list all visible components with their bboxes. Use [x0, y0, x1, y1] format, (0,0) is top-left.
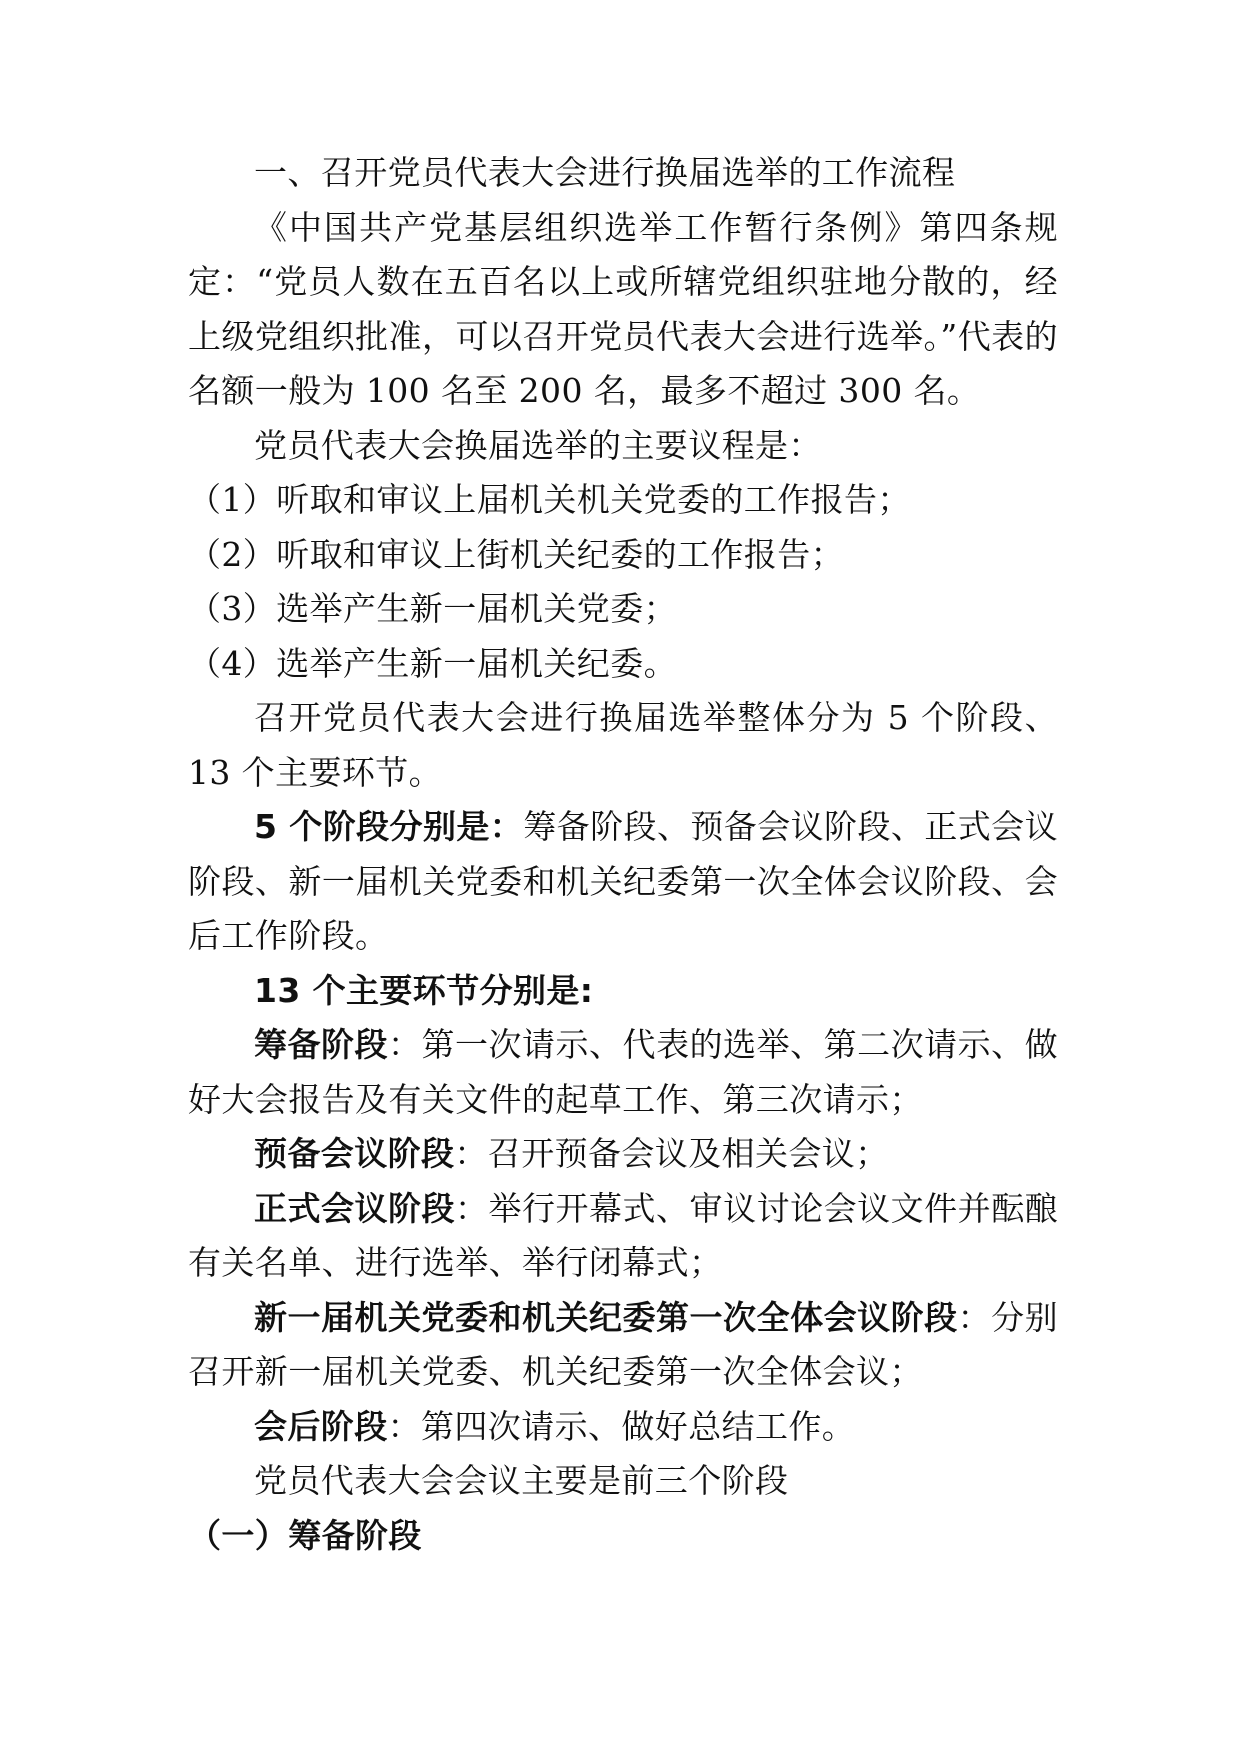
link-text: ：第一次请示、代表的选举、第二次请示、做好大会报告及有关文件的起草工作、第三次请示；	[188, 1025, 1059, 1119]
links-heading: 13 个主要环节分别是:	[254, 970, 594, 1010]
agenda-item: （2）听取和审议上街机关纪委的工作报告；	[188, 534, 844, 574]
agenda-item: （3）选举产生新一届机关党委；	[188, 589, 677, 628]
link-paragraph	[188, 1018, 1058, 1127]
section-heading: 一、召开党员代表大会进行换届选举的工作流程	[254, 153, 956, 192]
agenda-intro: 党员代表大会换届选举的主要议程是：	[254, 425, 822, 465]
link-label: 新一届机关党委和机关纪委第一次全体会议阶段	[254, 1297, 958, 1337]
link-label: 正式会议阶段	[254, 1188, 456, 1228]
agenda-item: （1）听取和审议上届机关机关党委的工作报告；	[188, 480, 911, 519]
link-label: 会后阶段	[254, 1406, 388, 1446]
link-label: 筹备阶段	[254, 1025, 389, 1064]
link-text: ：分别召开新一届机关党委、机关纪委第一次全体会议；	[188, 1297, 1059, 1391]
agenda-item: （4）选举产生新一届机关纪委。	[188, 643, 677, 683]
stages-label: 5 个阶段分别是：	[254, 807, 524, 846]
link-paragraph	[188, 1400, 1058, 1455]
subsection-heading: （一）筹备阶段	[188, 1515, 422, 1555]
document-body	[188, 146, 1058, 1563]
link-paragraph	[188, 1291, 1058, 1400]
stages-text: 筹备阶段、预备会议阶段、正式会议阶段、新一届机关党委和机关纪委第一次全体会议阶段、会后工作阶段。	[188, 807, 1058, 955]
link-paragraph	[188, 1182, 1058, 1291]
link-paragraph	[188, 1127, 1058, 1182]
link-text: ：第四次请示、做好总结工作。	[387, 1406, 856, 1446]
overview-paragraph: 召开党员代表大会进行换届选举整体分为 5 个阶段、13 个主要环节。	[188, 698, 1058, 792]
stages-paragraph	[188, 800, 1058, 964]
link-text: ：举行开幕式、审议讨论会议文件并酝酿有关名单、进行选举、举行闭幕式；	[188, 1188, 1058, 1282]
link-text: ：召开预备会议及相关会议；	[454, 1134, 889, 1173]
regulation-paragraph: 《中国共产党基层组织选举工作暂行条例》第四条规定：“党员人数在五百名以上或所辖党组织驻地分散的，经上级党组织批准，可以召开党员代表大会进行选举。”代表的名额一般为 100 名至 200 名，最多不超过 300 名。	[188, 207, 1058, 410]
link-label: 预备会议阶段	[254, 1134, 455, 1173]
closing-note: 党员代表大会会议主要是前三个阶段	[254, 1461, 789, 1500]
